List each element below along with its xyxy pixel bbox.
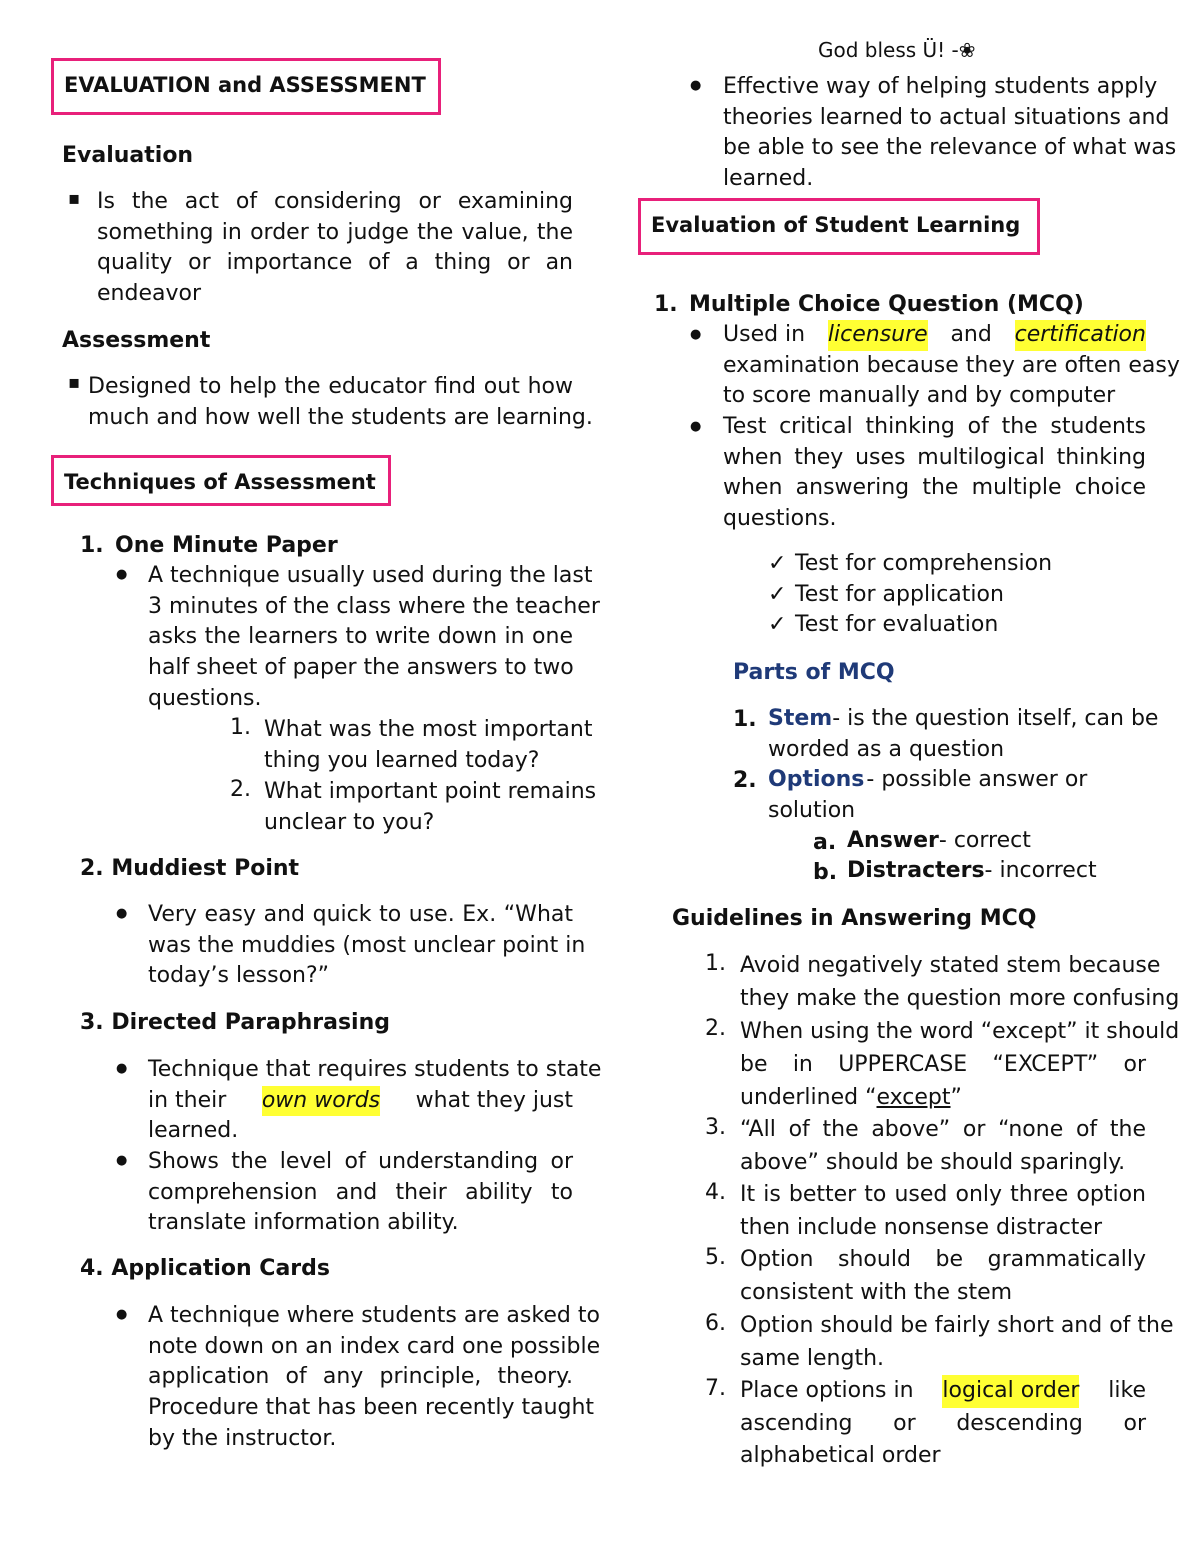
assessment-heading: Assessment bbox=[62, 328, 211, 353]
certification-highlight: certification bbox=[1015, 320, 1146, 351]
mcq-heading: Multiple Choice Question (MCQ) bbox=[689, 292, 1084, 317]
evaluation-heading: Evaluation bbox=[62, 143, 194, 168]
dot-bullet-icon: ● bbox=[690, 78, 702, 93]
guideline-1: Avoid negatively stated stem because they make the question more confusing bbox=[740, 953, 1180, 1011]
except-underlined: except bbox=[876, 1085, 951, 1110]
part-2-options: Options - possible answer or solution bbox=[768, 767, 1088, 823]
dot-bullet-icon: ● bbox=[116, 567, 128, 582]
guideline-2: When using the word “except” it should be in UPPERCASE “EXCEPT” or underlined “except” bbox=[740, 1019, 1180, 1110]
guideline-5-number: 5. bbox=[705, 1245, 726, 1270]
question-1-text: What was the most important thing you learned today? bbox=[264, 717, 593, 773]
guideline-7-number: 7. bbox=[705, 1376, 726, 1401]
answer-term: Answer bbox=[847, 828, 939, 853]
technique-1-number: 1. bbox=[80, 533, 104, 558]
logical-order-highlight: logical order bbox=[942, 1375, 1079, 1408]
techniques-title: Techniques of Assessment bbox=[64, 470, 376, 494]
evaluation-title: Evaluation of Student Learning bbox=[651, 213, 1021, 237]
technique-2-description: Very easy and quick to use. Ex. “What was the muddies (most unclear point in today’s lesson?” bbox=[148, 902, 586, 989]
licensure-highlight: licensure bbox=[828, 320, 928, 351]
evaluation-definition: Is the act of considering or examining something in order to judge the value, the quality or importance of a thing or an endeavor bbox=[97, 189, 573, 307]
options-term: Options bbox=[768, 767, 865, 792]
question-1-number: 1. bbox=[230, 715, 251, 740]
part-2-number: 2. bbox=[733, 768, 757, 793]
technique-1-description: A technique usually used during the last 3 minutes of the class where the teacher asks the learners to write down in one half sheet of paper the answers to two questions. bbox=[148, 563, 600, 711]
header-note: God bless Ü! -❀ bbox=[818, 38, 976, 62]
part-a-letter: a. bbox=[813, 830, 837, 855]
check-icon: ✓ bbox=[768, 582, 787, 607]
guideline-3-number: 3. bbox=[705, 1115, 726, 1140]
application-cards-continued: Effective way of helping students apply theories learned to actual situations and be able to see the relevance of what was learned. bbox=[723, 74, 1177, 192]
parts-heading: Parts of MCQ bbox=[733, 660, 895, 685]
technique-1-heading: One Minute Paper bbox=[115, 533, 338, 558]
guideline-4-number: 4. bbox=[705, 1180, 726, 1205]
part-a-answer: Answer- correct bbox=[847, 828, 1031, 853]
main-title-box bbox=[51, 58, 441, 115]
techniques-title-box bbox=[51, 455, 391, 506]
dot-bullet-icon: ● bbox=[690, 419, 702, 434]
check-icon: ✓ bbox=[768, 612, 787, 637]
technique-3-heading: 3. Directed Paraphrasing bbox=[80, 1010, 391, 1035]
technique-3-bullet-1: Technique that requires students to state in their own words what they just learned. bbox=[148, 1057, 602, 1144]
square-bullet-icon: ▪ bbox=[68, 188, 81, 209]
check-item-3: Test for evaluation bbox=[795, 612, 999, 637]
guideline-4: It is better to used only three option then include nonsense distracter bbox=[740, 1182, 1146, 1240]
assessment-definition: Designed to help the educator find out how much and how well the students are learning. bbox=[88, 374, 593, 430]
guideline-2-number: 2. bbox=[705, 1016, 726, 1041]
square-bullet-icon: ▪ bbox=[68, 372, 81, 393]
stem-term: Stem bbox=[768, 706, 833, 731]
part-1-number: 1. bbox=[733, 707, 757, 732]
check-item-2: Test for application bbox=[795, 582, 1004, 607]
guidelines-heading: Guidelines in Answering MCQ bbox=[672, 906, 1037, 931]
guideline-7: Place options in logical order like ascending or descending or alphabetical order bbox=[740, 1375, 1146, 1473]
question-2-text: What important point remains unclear to you? bbox=[264, 779, 597, 835]
check-icon: ✓ bbox=[768, 551, 787, 576]
technique-2-heading: 2. Muddiest Point bbox=[80, 856, 300, 881]
evaluation-title-box bbox=[638, 198, 1040, 255]
dot-bullet-icon: ● bbox=[116, 906, 128, 921]
part-b-letter: b. bbox=[813, 860, 838, 885]
part-1-stem: Stem - is the question itself, can be worded as a question bbox=[768, 706, 1159, 762]
guideline-6-number: 6. bbox=[705, 1311, 726, 1336]
dot-bullet-icon: ● bbox=[116, 1307, 128, 1322]
dot-bullet-icon: ● bbox=[116, 1061, 128, 1076]
main-title: EVALUATION and ASSESSMENT bbox=[64, 73, 426, 97]
technique-4-description: A technique where students are asked to note down on an index card one possible application of any principle, theory. Procedure that has been recently taught by the instructor. bbox=[148, 1303, 601, 1451]
guideline-3: “All of the above” or “none of the above” should be should sparingly. bbox=[740, 1117, 1146, 1175]
distracters-term: Distracters bbox=[847, 858, 985, 883]
dot-bullet-icon: ● bbox=[690, 327, 702, 342]
check-item-1: Test for comprehension bbox=[795, 551, 1053, 576]
dot-bullet-icon: ● bbox=[116, 1153, 128, 1168]
part-b-distracters: Distracters- incorrect bbox=[847, 858, 1097, 883]
mcq-bullet-2: Test critical thinking of the students when they uses multilogical thinking when answering the multiple choice questions. bbox=[723, 414, 1146, 532]
technique-3-bullet-2: Shows the level of understanding or comprehension and their ability to translate information ability. bbox=[148, 1149, 573, 1236]
guideline-6: Option should be fairly short and of the same length. bbox=[740, 1313, 1174, 1371]
question-2-number: 2. bbox=[230, 777, 251, 802]
mcq-bullet-1: Used in licensure and certification examination because they are often easy to score manually and by computer bbox=[723, 322, 1180, 409]
guideline-5: Option should be grammatically consistent with the stem bbox=[740, 1247, 1146, 1305]
guideline-1-number: 1. bbox=[705, 951, 726, 976]
technique-4-heading: 4. Application Cards bbox=[80, 1256, 330, 1281]
mcq-number: 1. bbox=[654, 292, 678, 317]
own-words-highlight: own words bbox=[262, 1086, 380, 1117]
